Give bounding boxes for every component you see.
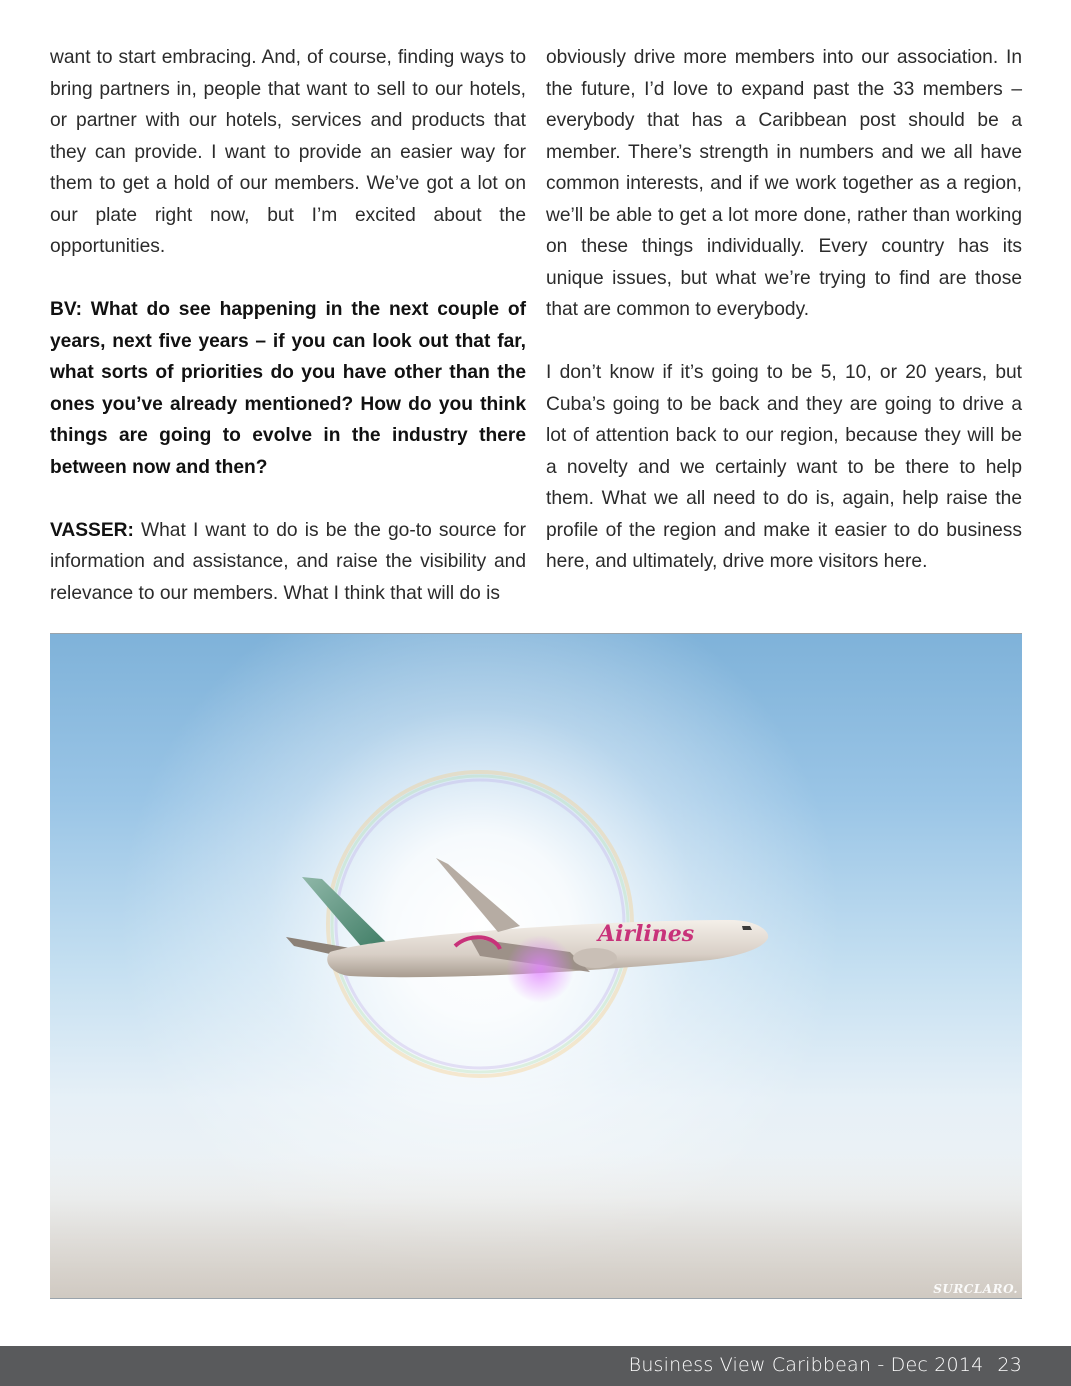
interview-question: BV: What do see happening in the next couple of years, next five years – if you can look out that far, what sorts of priorities do you have other than the ones you’ve already mentioned? How do you think things are going to evolve in the industry there between now and then? [50, 299, 526, 478]
right-column [546, 42, 1022, 609]
airplane-illustration [50, 634, 1022, 1298]
publication-name: Business View Caribbean - Dec 2014 [628, 1354, 984, 1376]
page-number: 23 [997, 1354, 1022, 1376]
page-footer [0, 1346, 1071, 1386]
left-paragraph: want to start embracing. And, of course, finding ways to bring partners in, people that want to sell to our hotels, or partner with our hotels, services and products that they can provide. I want to provide an easier way for them to get a hold of our members. We’ve got a lot on our plate right now, but I’m excited about the opportunities. [50, 47, 526, 257]
photo-credit: SURCLARO. [933, 1282, 1018, 1296]
answer-text: What I want to do is be the go-to source for information and assistance, and raise the visibility and relevance to our members. What I think that will do is [50, 519, 526, 604]
interview-answer [50, 515, 526, 610]
airplane-photo [50, 633, 1022, 1299]
footer-text [629, 1354, 1022, 1376]
right-paragraph-2: I don’t know if it’s going to be 5, 10, or 20 years, but Cuba’s going to be back and they are going to drive a lot of attention back to our region, because they will be a novelty and we certainly want to be there to help them. What we all need to do is, again, help raise the profile of the region and make it easier to do business here, and ultimately, drive more visitors here. [546, 362, 1022, 572]
right-paragraph-1: obviously drive more members into our association. In the future, I’d love to expand past the 33 members – everybody that has a Caribbean post should be a member. There’s strength in numbers and we all have common interests, and if we work together as a region, we’ll be able to get a lot more done, rather than working on these things individually. Every country has its unique issues, but what we’re trying to find are those that are common to everybody. [546, 47, 1022, 320]
left-column [50, 42, 526, 641]
speaker-label: VASSER: [50, 519, 134, 541]
livery-text: Airlines [598, 921, 695, 947]
